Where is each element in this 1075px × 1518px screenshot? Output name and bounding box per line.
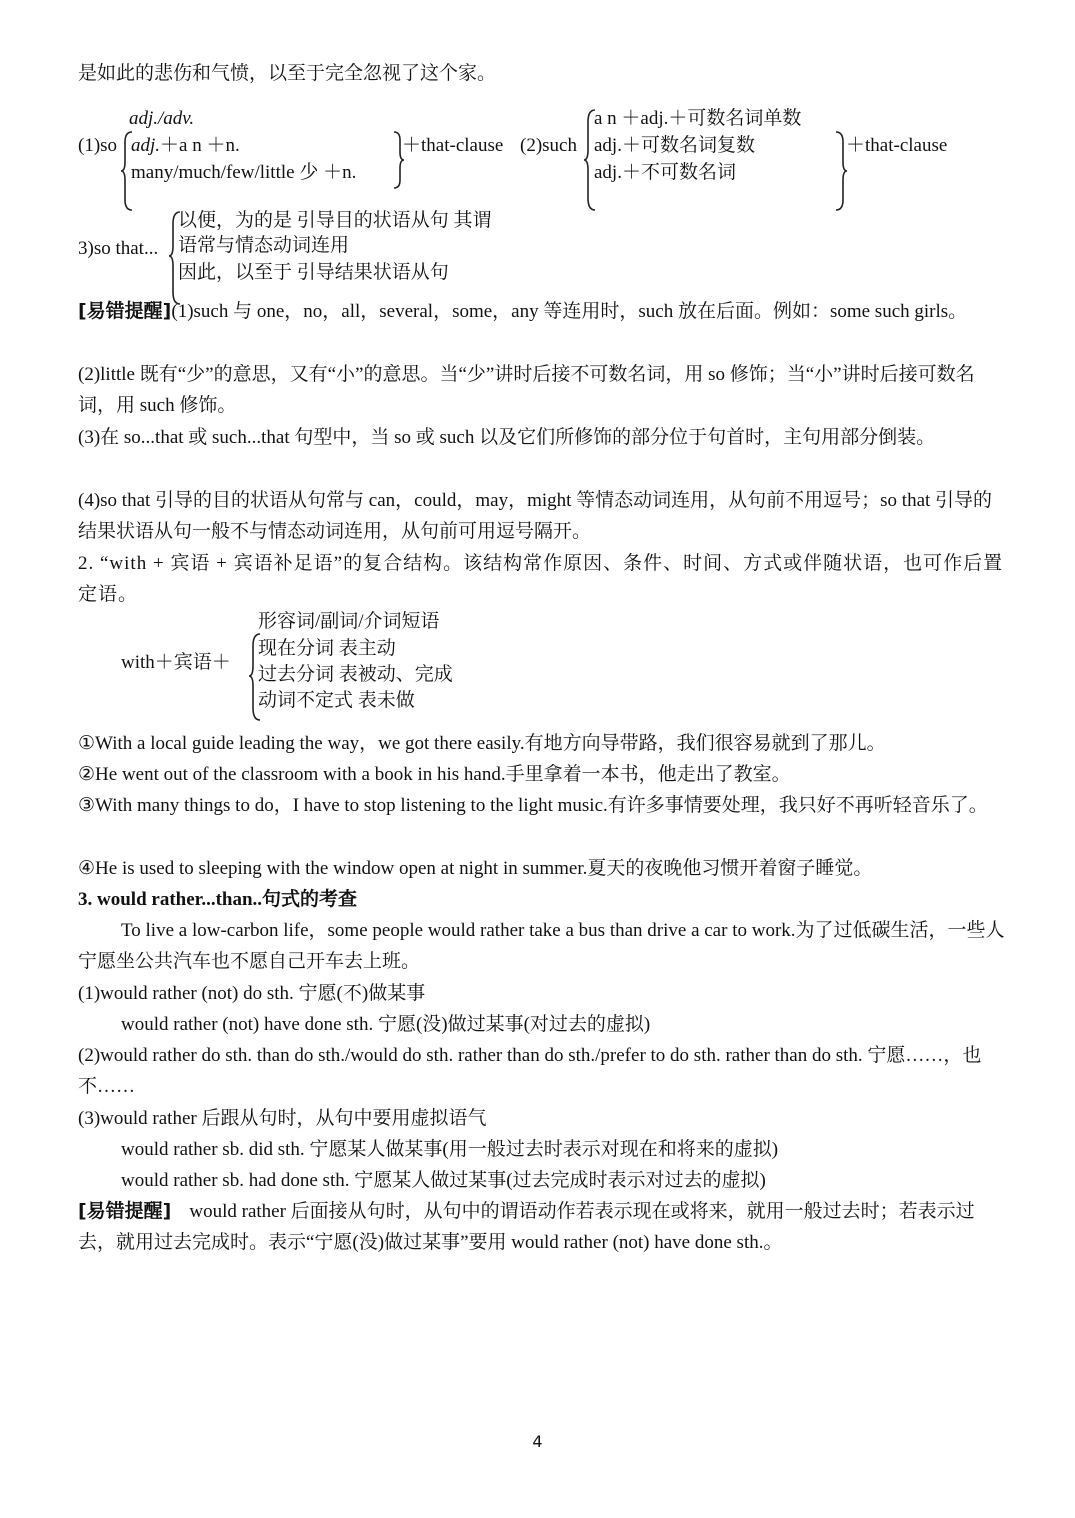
so-prefix: (1)so	[78, 135, 118, 156]
with-example-4: ④He is used to sleeping with the window open at night in summer.夏天的夜晚他习惯开着窗子睡觉。	[78, 858, 873, 879]
with-heading: 2. “with + 宾语 + 宾语补足语”的复合结构。该结构常作原因、条件、时间、方式或伴随状语，也可作后置定语。	[78, 553, 1004, 605]
so-line1	[131, 133, 240, 159]
would-rather-heading: 3. would rather...than..句式的考查	[78, 889, 358, 910]
page-number: 4	[532, 1432, 543, 1451]
tip2-paragraph	[78, 1196, 1008, 1258]
would-rather-rule-1a: (1)would rather (not) do sth. 宁愿(不)做某事	[78, 983, 426, 1004]
such-line1: a n ＋adj.＋可数名词单数	[594, 108, 802, 129]
such-prefix: (2)such	[520, 135, 577, 156]
so-line2: many/much/few/little 少 ＋n.	[131, 162, 357, 183]
such-suffix: ＋that-clause	[846, 135, 948, 156]
with-formula-text: with＋宾语＋	[121, 652, 231, 673]
so-top-label: adj./adv.	[129, 108, 195, 129]
would-rather-rule-2: (2)would rather do sth. than do sth./would do sth. rather than do sth./prefer to do sth. rather than do sth. 宁愿……，也不……	[78, 1045, 982, 1097]
would-rather-rule-1b: would rather (not) have done sth. 宁愿(没)做过某事(对过去的虚拟)	[121, 1014, 651, 1035]
tip1-paragraph-3: (3)在 so...that 或 such...that 句型中，当 so 或 such 以及它们所修饰的部分位于句首时，主句用部分倒装。	[78, 427, 936, 448]
such-line3: adj.＋不可数名词	[594, 162, 736, 183]
would-rather-rule-3a: would rather sb. did sth. 宁愿某人做某事(用一般过去时表示对现在和将来的虚拟)	[121, 1139, 779, 1160]
would-rather-example: To live a low-carbon life，some people would rather take a bus than drive a car to work.为了过低碳生活，一些人宁愿坐公共汽车也不愿自己开车去上班。	[78, 920, 1005, 972]
so-that-line3: 因此，以至于 引导结果状语从句	[178, 262, 449, 283]
with-option-4: 动词不定式 表未做	[258, 690, 415, 711]
so-that-line1: 以便，为的是 引导目的状语从句 其谓	[178, 210, 492, 231]
tip1-paragraph-4: (4)so that 引导的目的状语从句常与 can，could，may，might 等情态动词连用，从句前不用逗号；so that 引导的结果状语从句一般不与情态动词连用，从句前可用逗号隔开。	[78, 490, 993, 542]
tip2-label: [易错提醒]	[78, 1200, 172, 1222]
with-example-1: ①With a local guide leading the way，we got there easily.有地方向导带路，我们很容易就到了那儿。	[78, 733, 886, 754]
tip1-paragraph-1	[78, 296, 1008, 327]
intro-line: 是如此的悲伤和气愤，以至于完全忽视了这个家。	[78, 63, 497, 84]
with-option-1: 形容词/副词/介词短语	[258, 611, 440, 632]
with-example-3: ③With many things to do，I have to stop listening to the light music.有许多事情要处理，我只好不再听轻音乐了。	[78, 795, 988, 816]
so-that-prefix: 3)so that...	[78, 238, 159, 259]
would-rather-rule-3: (3)would rather 后跟从句时，从句中要用虚拟语气	[78, 1108, 487, 1129]
with-option-2: 现在分词 表主动	[258, 638, 396, 659]
would-rather-rule-3b: would rather sb. had done sth. 宁愿某人做过某事(过去完成时表示对过去的虚拟)	[121, 1170, 766, 1191]
tip2-text: would rather 后面接从句时，从句中的谓语动作若表示现在或将来，就用一般过去时；若表示过去，就用过去完成时。表示“宁愿(没)做过某事”要用 would rather (not) have done sth.。	[78, 1201, 975, 1253]
tip1-label: [易错提醒]	[78, 300, 172, 322]
tip1-paragraph-2: (2)little 既有“少”的意思，又有“小”的意思。当“少”讲时后接不可数名词，用 so 修饰；当“小”讲时后接可数名词，用 such 修饰。	[78, 364, 975, 416]
so-suffix: ＋that-clause	[402, 135, 504, 156]
tip1-p1-text: (1)such 与 one，no，all，several，some，any 等连用时，such 放在后面。例如：some such girls。	[171, 301, 968, 322]
so-that-line2: 语常与情态动词连用	[178, 235, 350, 256]
such-line2: adj.＋可数名词复数	[594, 135, 755, 156]
so-line1-adj: adj.	[131, 135, 161, 156]
with-option-3: 过去分词 表被动、完成	[258, 664, 453, 685]
with-example-2: ②He went out of the classroom with a book in his hand.手里拿着一本书，他走出了教室。	[78, 764, 791, 785]
so-line1-rest: ＋a n ＋n.	[160, 135, 240, 156]
